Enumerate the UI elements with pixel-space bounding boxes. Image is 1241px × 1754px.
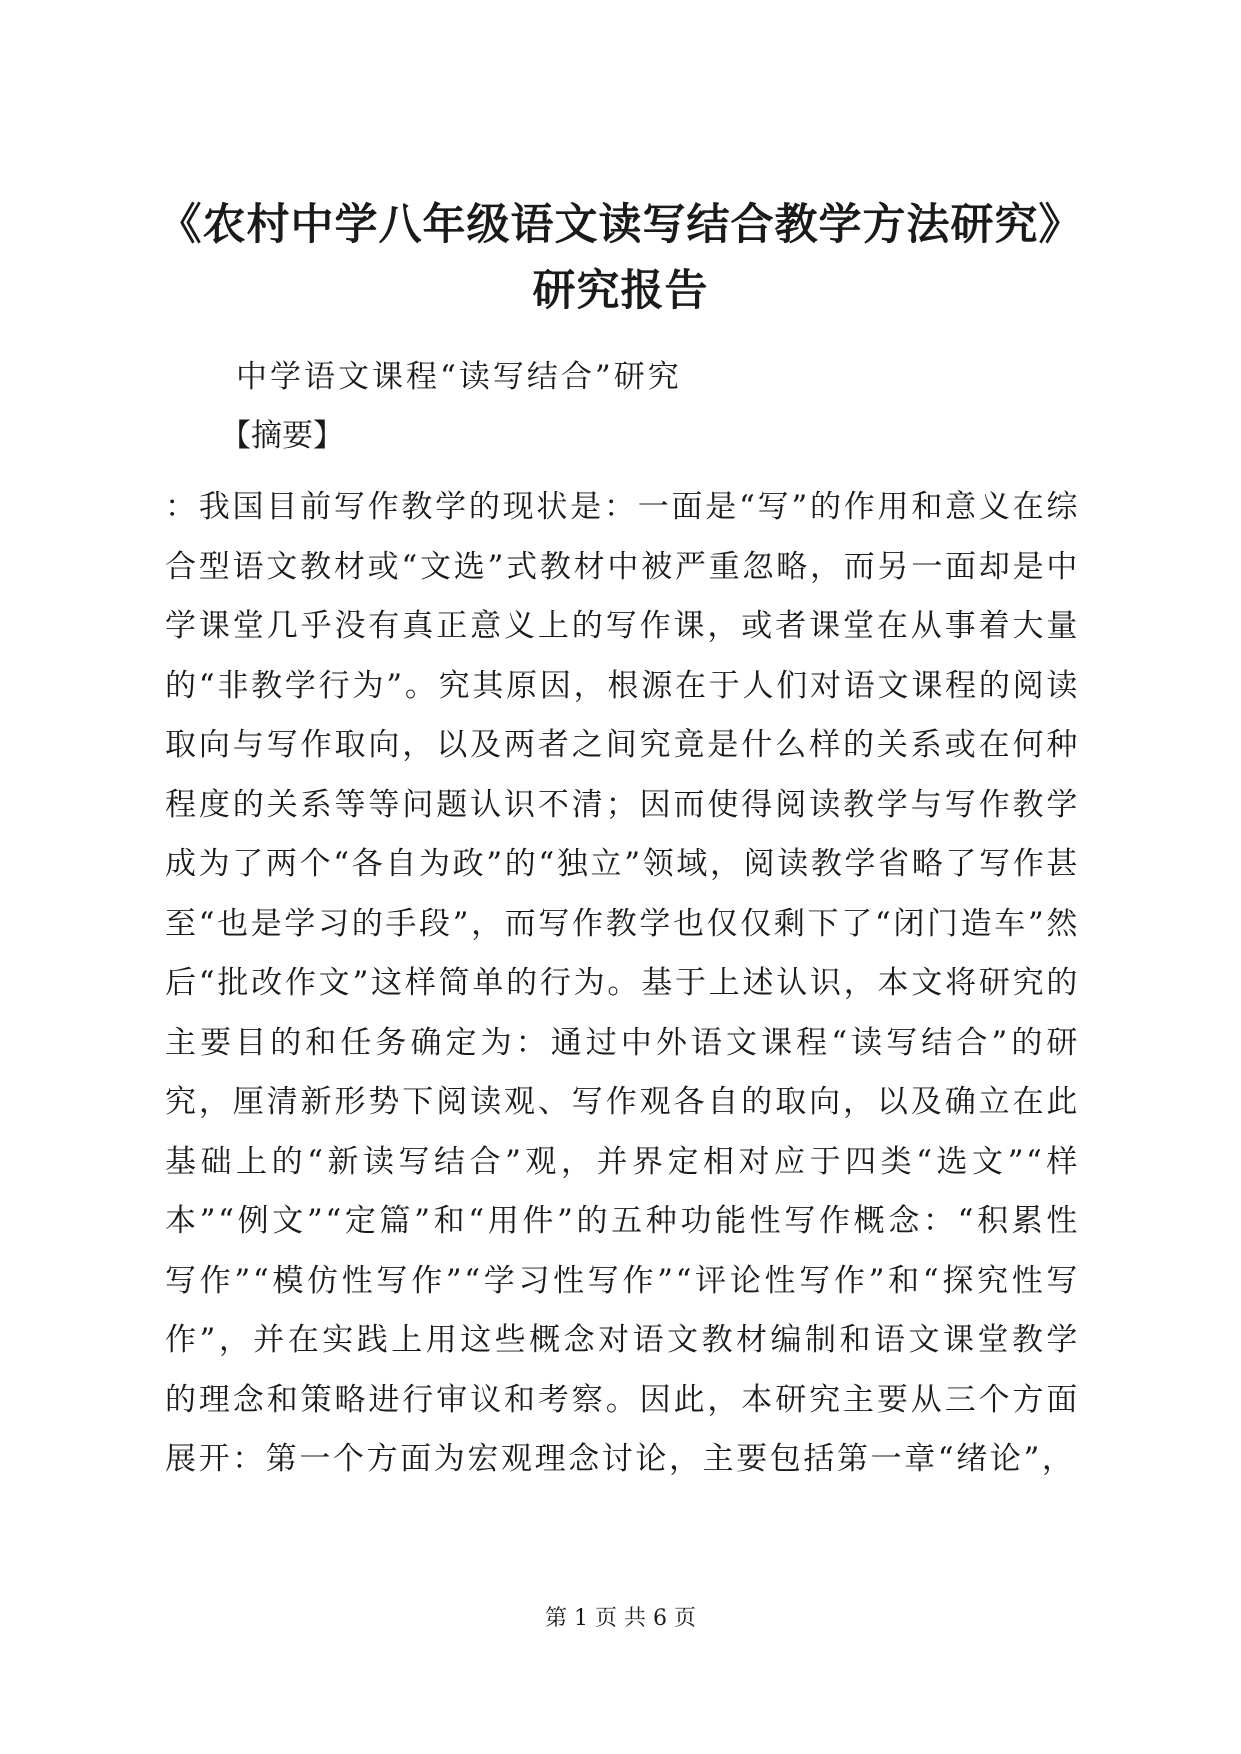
abstract-label: 【摘要】	[220, 418, 344, 454]
document-title: 《农村中学八年级语文读写结合教学方法研究》研究报告	[158, 200, 1083, 316]
abstract-body: ：我国目前写作教学的现状是：一面是“写”的作用和意义在综合型语文教材或“文选”式教材中被严重忽略，而另一面却是中学课堂几乎没有真正意义上的写作课，或者课堂在从事着大量的“非教学行为”。究其原因，根源在于人们对语文课程的阅读取向与写作取向，以及两者之间究竟是什么样的关系或在何种程度的关系等等问题认识不清；因而使得阅读教学与写作教学成为了两个“各自为政”的“独立”领域，阅读教学省略了写作甚至“也是学习的手段”，而写作教学也仅仅剩下了“闭门造车”然后“批改作文”这样简单的行为。基于上述认识，本文将研究的主要目的和任务确定为：通过中外语文课程“读写结合”的研究，厘清新形势下阅读观、写作观各自的取向，以及确立在此基础上的“新读写结合”观，并界定相对应于四类“选文”“样本”“例文”“定篇”和“用件”的五种功能性写作概念：“积累性写作”“模仿性写作”“学习性写作”“评论性写作”和“探究性写作”，并在实践上用这些概念对语文教材编制和语文课堂教学的理念和策略进行审议和考察。因此，本研究主要从三个方面展开：第一个方面为宏观理念讨论，主要包括第一章“绪论”，	[165, 489, 1080, 1477]
document-subtitle: 中学语文课程“读写结合”研究	[236, 359, 682, 395]
page-footer: 第 1 页 共 6 页	[545, 1606, 696, 1631]
